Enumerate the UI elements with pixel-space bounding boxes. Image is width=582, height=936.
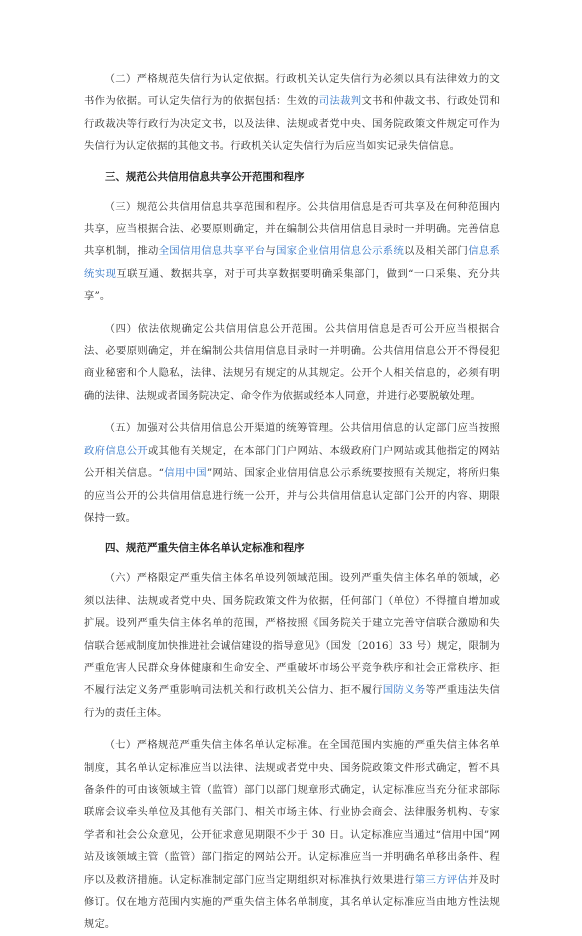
section-heading-3: 三、规范公共信用信息共享公开范围和程序 [105,170,305,183]
paragraph-item-2 [84,68,500,158]
paragraph-item-3 [84,196,500,308]
text-span: （二）严格规范失信行为认定依据。行政机关认定失信行为必须以具有法律效力的文书作为依据。可认定失信行为的依据包括：生效的 [84,73,500,108]
text-span: 文书和仲裁文书、行政处罚和行政裁决等行政行为决定文书，以及法律、法规或者党中央、国务院政策文件规定可作为失信行为认定依据的其他文书。行政机关认定失信行为后应当如实记录失信信息。 [84,95,500,153]
text-span: （四）依法依规确定公共信用信息公开范围。公共信用信息是否可公开应当根据合法、必要原则确定，并在编制公共信用信息目录时一并明确。公共信用信息公开不得侵犯商业秘密和个人隐私，法律、法规另有规定的从其规定。公开个人相关信息的，必须有明确的法律、法规或者国务院决定、命令作为依据或经本人同意，并进行必要脱敏处理。 [84,322,500,402]
text-span: 并及时修订。仅在地方范围内实施的严重失信主体名单制度，其名单认定标准应当由地方性法规规定。 [84,873,501,931]
paragraph-item-7 [84,734,500,936]
text-span: 以及相关部门 [404,245,469,258]
link-national-defense-obligation[interactable]: 国防义务 [382,684,426,697]
section-heading-4: 四、规范严重失信主体名单认定标准和程序 [105,542,305,555]
link-information-system[interactable]: 信息系统实现 [84,245,500,280]
text-span: （七）严格规范严重失信主体名单认定标准。在全国范围内实施的严重失信主体名单制度，其名单认定标准应当以法律、法规或者党中央、国务院政策文件形式确定，暂不具备条件的可由该领域主管（监管）部门以部门规章形式确定，认定标准应当充分征求部际联席会议牵头单位及其他有关部门、相关市场主体、行业协会商会、法律服务机构、专家学者和社会公众意见，公开征求意见期限不少于 30 日。认定标准应当通过“信用中国”网站及该领域主管（监管）部门指定的网站公开。认定标准应当一并明确名单移出条件、程序以及救济措施。认定标准制定部门应当定期组织对标准执行效果进行 [84,739,500,886]
text-span: 互联互通、数据共享，对于可共享数据要明确采集部门，做到“一口采集、充分共享”。 [84,267,500,303]
link-credit-china[interactable]: 信用中国 [164,467,207,480]
link-third-party-evaluation[interactable]: 第三方评估 [414,873,469,886]
link-government-info-disclosure[interactable]: 政府信息公开 [84,444,149,457]
link-enterprise-credit-system[interactable]: 国家企业信用信息公示系统 [276,245,405,258]
link-judicial-ruling[interactable]: 司法裁判 [318,95,362,108]
text-span: （六）严格限定严重失信主体名单设列领域范围。设列严重失信主体名单的领域，必须以法律、法规或者党中央、国务院政策文件为依据，任何部门（单位）不得擅自增加或扩展。设列严重失信主体名单的范围，严格按照《国务院关于建立完善守信联合激励和失信联合惩戒制度加快推进社会诚信建设的指导意见》（国发〔2016〕33 号）规定，限制为严重危害人民群众身体健康和生命安全、严重破坏市场公平竞争秩序和社会正常秩序、拒不履行法定义务严重影响司法机关和行政机关公信力、拒不履行 [84,572,500,697]
link-national-credit-platform[interactable]: 全国信用信息共享平台 [158,245,266,258]
text-span: 与 [265,245,277,258]
paragraph-item-6 [84,567,500,724]
text-span: 或其他有关规定，在本部门门户网站、本级政府门户网站或其他指定的网站公开相关信息。“ [84,444,501,480]
paragraph-item-4 [84,318,500,408]
text-span: （三）规范公共信用信息共享范围和程序。公共信用信息是否可共享及在何种范围内共享，应当根据合法、必要原则确定，并在编制公共信用信息目录时一并明确。完善信息共享机制，推动 [84,200,500,258]
text-span: 等严重违法失信行为的责任主体。 [84,684,500,719]
paragraph-item-5 [84,417,500,529]
text-span: ”网站、国家企业信用信息公示系统要按照有关规定，将所归集的应当公开的公共信用信息进行统一公开，并与公共信用信息认定部门公开的内容、期限保持一致。 [84,467,500,524]
text-span: （五）加强对公共信用信息公开渠道的统筹管理。公共信用信息的认定部门应当按照 [104,422,500,435]
